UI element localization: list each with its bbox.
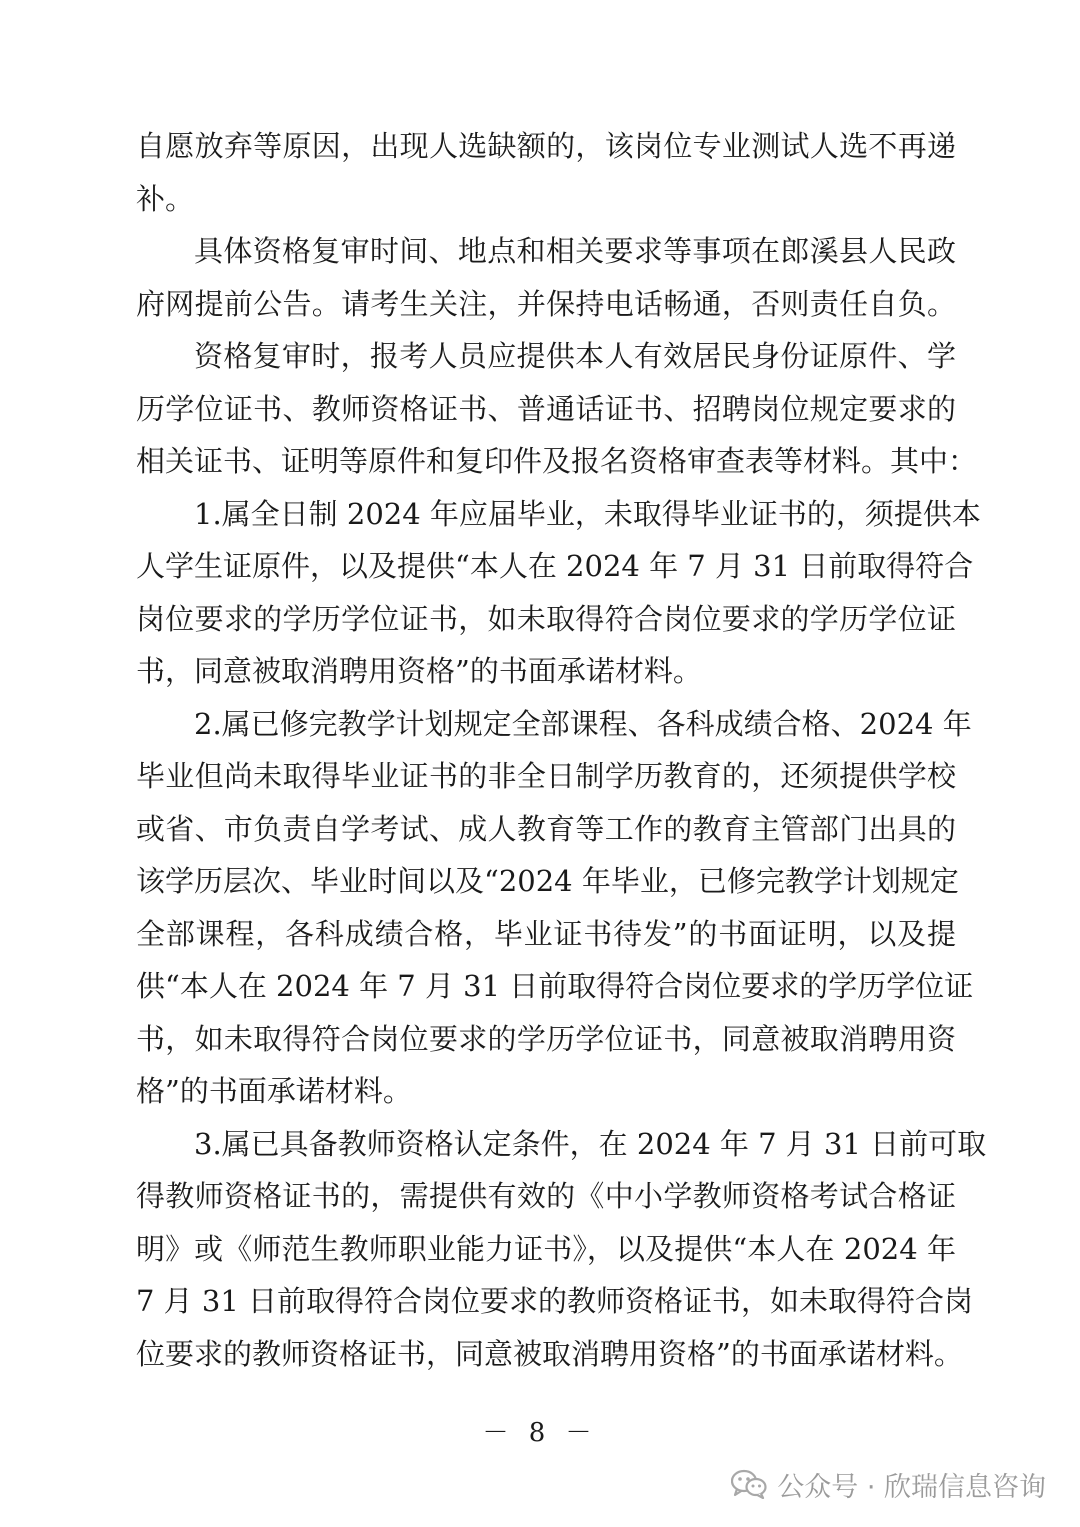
text-line: 岗位要求的学历学位证书，如未取得符合岗位要求的学历学位证 <box>136 602 956 636</box>
text-line: 明》或《师范生教师职业能力证书》，以及提供“本人在 2024 年 <box>136 1232 956 1266</box>
text-line: 该学历层次、毕业时间以及“2024 年毕业，已修完教学计划规定 <box>136 864 959 898</box>
watermark-text: 公众号 · 欣瑞信息咨询 <box>777 1471 1046 1503</box>
text-line: 格”的书面承诺材料。 <box>136 1074 412 1108</box>
text-line: 具体资格复审时间、地点和相关要求等事项在郎溪县人民政 <box>194 234 956 268</box>
text-line: 人学生证原件，以及提供“本人在 2024 年 7 月 31 日前取得符合 <box>136 549 974 583</box>
text-line: 全部课程，各科成绩合格，毕业证书待发”的书面证明，以及提 <box>136 917 956 951</box>
text-line: 毕业但尚未取得毕业证书的非全日制学历教育的，还须提供学校 <box>136 759 956 793</box>
page-number: － 8 － <box>482 1418 598 1448</box>
watermark <box>731 1464 1046 1504</box>
text-line: 相关证书、证明等原件和复印件及报名资格审查表等材料。其中： <box>136 444 978 478</box>
text-line: 资格复审时，报考人员应提供本人有效居民身份证原件、学 <box>194 339 956 373</box>
text-line: 2.属已修完教学计划规定全部课程、各科成绩合格、2024 年 <box>194 707 972 741</box>
text-line: 3.属已具备教师资格认定条件，在 2024 年 7 月 31 日前可取 <box>194 1127 987 1161</box>
text-line: 位要求的教师资格证书，同意被取消聘用资格”的书面承诺材料。 <box>136 1337 963 1371</box>
text-line: 得教师资格证书的，需提供有效的《中小学教师资格考试合格证 <box>136 1179 956 1213</box>
text-line: 历学位证书、教师资格证书、普通话证书、招聘岗位规定要求的 <box>136 392 956 426</box>
wechat-icon <box>731 1469 767 1499</box>
text-line: 书，如未取得符合岗位要求的学历学位证书，同意被取消聘用资 <box>136 1022 956 1056</box>
text-line: 自愿放弃等原因，出现人选缺额的，该岗位专业测试人选不再递 <box>136 129 956 163</box>
text-line: 7 月 31 日前取得符合岗位要求的教师资格证书，如未取得符合岗 <box>136 1284 974 1318</box>
text-line: 供“本人在 2024 年 7 月 31 日前取得符合岗位要求的学历学位证 <box>136 969 974 1003</box>
text-line: 府网提前公告。请考生关注，并保持电话畅通，否则责任自负。 <box>136 287 956 321</box>
text-line: 或省、市负责自学考试、成人教育等工作的教育主管部门出具的 <box>136 812 956 846</box>
text-line: 补。 <box>136 182 195 216</box>
text-line: 书，同意被取消聘用资格”的书面承诺材料。 <box>136 654 702 688</box>
text-line: 1.属全日制 2024 年应届毕业，未取得毕业证书的，须提供本 <box>194 497 981 531</box>
